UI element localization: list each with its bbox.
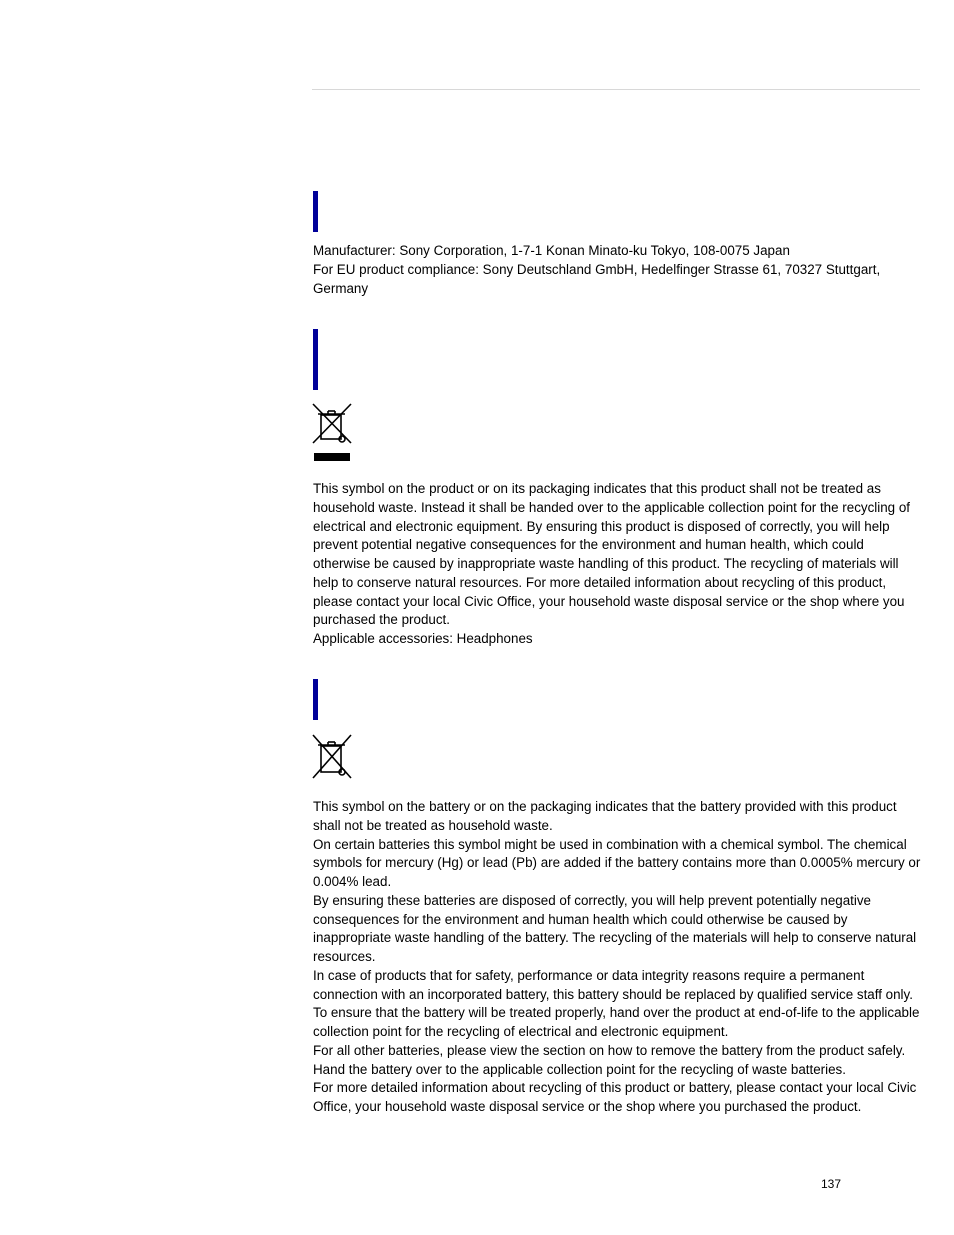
battery-paragraph: In case of products that for safety, performance or data integrity reasons require a permanent connection with an incorporated battery, this battery should be replaced by qualified service staff only. xyxy=(313,967,913,1002)
battery-paragraph: To ensure that the battery will be treated properly, hand over the product at end-of-life to the applicable collection point for the recycling of electrical and electronic equipment. xyxy=(313,1005,920,1039)
crossed-out-wheeled-bin-icon xyxy=(311,734,353,783)
battery-text xyxy=(313,798,923,1117)
weee-paragraph: This symbol on the product or on its packaging indicates that this product shall not be treated as household waste. Instead it shall be handed over to the applicable collection point for the recycling of electrical and electronic equipment. By ensuring this product is disposed of correctly, you will help prevent potential negative consequences for the environment and human health, which could otherwise be caused by inappropriate waste handling of this product. The recycling of materials will help to conserve natural resources. For more detailed information about recycling of this product, please contact your local Civic Office, your household waste disposal service or the shop where you purchased the product. xyxy=(313,481,911,628)
crossed-out-wheeled-bin-icon xyxy=(311,403,353,466)
section-marker-bar xyxy=(313,679,318,720)
section-marker-bar xyxy=(313,191,318,232)
battery-paragraph: For all other batteries, please view the section on how to remove the battery from the product safely. Hand the battery over to the applicable collection point for the recycling of waste batteries. xyxy=(313,1042,906,1077)
battery-paragraph: By ensuring these batteries are disposed of correctly, you will help prevent potentially negative consequences for the environment and human health which could otherwise be caused by inappropriate waste handling of the battery. The recycling of the materials will help to conserve natural resources. xyxy=(313,892,917,964)
battery-paragraph: On certain batteries this symbol might be used in combination with a chemical symbol. The chemical symbols for mercury (Hg) or lead (Pb) are added if the battery contains more than 0.0005% mercury or 0.004% lead. xyxy=(313,836,921,889)
page-number: 137 xyxy=(821,1177,842,1191)
battery-paragraph: This symbol on the battery or on the packaging indicates that the battery provided with this product shall not be treated as household waste. xyxy=(313,799,897,833)
header-divider xyxy=(312,89,920,90)
manufacturer-text xyxy=(313,242,923,298)
eu-compliance-line: For EU product compliance: Sony Deutschland GmbH, Hedelfinger Strasse 61, 70327 Stuttgart, Germany xyxy=(313,261,881,296)
manufacturer-line: Manufacturer: Sony Corporation, 1-7-1 Konan Minato-ku Tokyo, 108-0075 Japan xyxy=(313,243,790,258)
battery-paragraph: For more detailed information about recycling of this product or battery, please contact your local Civic Office, your household waste disposal service or the shop where you purchased the product. xyxy=(313,1080,917,1114)
weee-text xyxy=(313,480,923,649)
section-marker-bar xyxy=(313,329,318,390)
applicable-accessories: Applicable accessories: Headphones xyxy=(313,631,533,646)
